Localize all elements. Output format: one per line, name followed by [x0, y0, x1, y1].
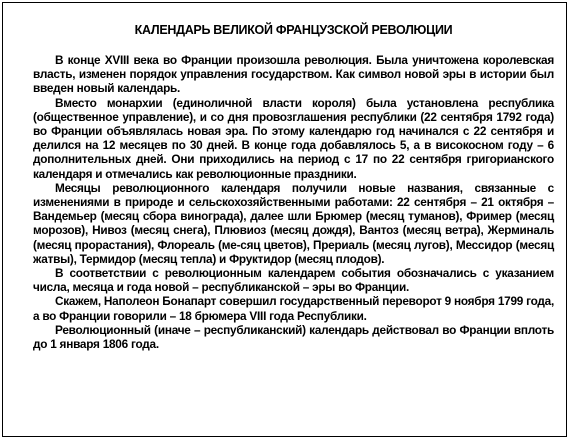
document-title: КАЛЕНДАРЬ ВЕЛИКОЙ ФРАНЦУЗСКОЙ РЕВОЛЮЦИИ — [134, 23, 453, 37]
paragraph-4: В соответствии с революционным календарем события обозначались с указанием числа, месяца и года новой – республиканской – эры во Франции. — [33, 266, 554, 295]
paragraph-2: Вместо монархии (единоличной власти короля) была установлена республика (общественное управление), и со дня провозглашения республики (22 сентября 1792 года) во Франции объявлялась новая эра. По этому календарю год начинался с 22 сентября и делился на 12 месяцев по 30 дней. В конце года добавлялось 5, а в високосном году – 6 дополнительных дней. Они приходились на период с 17 по 22 сентября григорианского календаря и отмечались как революционные праздники. — [33, 95, 554, 181]
paragraph-1: В конце XVIII века во Франции произошла революция. Была уничтожена королевская власть, изменен порядок управления государством. Как символ новой эры в истории был введен новый календарь. — [33, 53, 554, 96]
paragraph-5: Скажем, Наполеон Бонапарт совершил государственный переворот 9 ноября 1799 года, а во Франции говорили – 18 брюмера VIII года Республики. — [33, 294, 554, 323]
paragraph-6: Революционный (иначе – республиканский) календарь действовал во Франции вплоть до 1 января 1806 года. — [33, 322, 554, 352]
document-frame — [2, 2, 567, 437]
document-body — [33, 23, 554, 351]
paragraph-3: Месяцы революционного календаря получили новые названия, связанные с изменениями в природе и сельскохозяйственными работами: 22 сентября – 21 октября – Вандемьер (месяц сбора винограда), далее шли Брюмер (месяц туманов), Фример (месяц морозов), Нивоз (месяц снега), Плювиоз (месяц дождя), Вантоз (месяц ветра), Жерминаль (месяц прорастания), Флореаль (ме-сяц цветов), Прериаль (месяц лугов), Мессидор (месяц жатвы), Термидор (месяц тепла) и Фруктидор (месяц плодов). — [33, 180, 554, 266]
